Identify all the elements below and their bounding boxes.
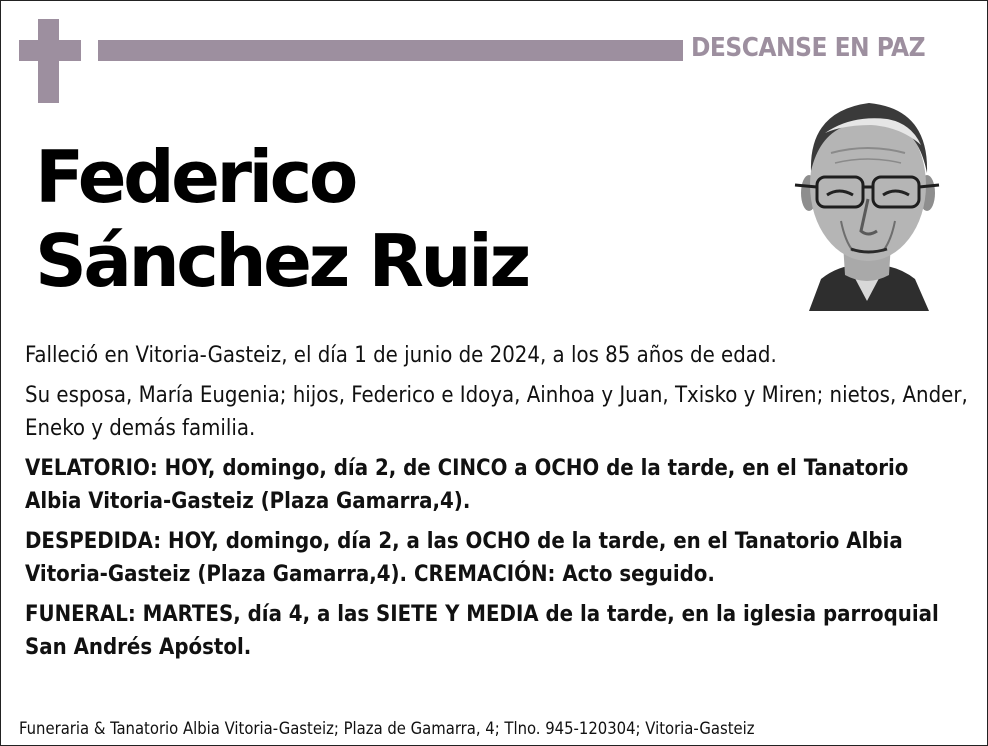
despedida-info: DESPEDIDA: HOY, domingo, día 2, a las OCHO de la tarde, en el Tanatorio Albia Vitoria-Gasteiz (Plaza Gamarra,4). CREMACIÓN: Acto seguido. <box>25 529 903 587</box>
funeral-info: FUNERAL: MARTES, día 4, a las SIETE Y MEDIA de la tarde, en la iglesia parroquial San Andrés Apóstol. <box>25 602 939 660</box>
obituary-text <box>25 339 969 671</box>
velatorio-info: VELATORIO: HOY, domingo, día 2, de CINCO a OCHO de la tarde, en el Tanatorio Albia Vitoria-Gasteiz (Plaza Gamarra,4). <box>25 456 909 514</box>
funeral-home-footer: Funeraria & Tanatorio Albia Vitoria-Gasteiz; Plaza de Gamarra, 4; Tlno. 945-120304; Vitoria-Gasteiz <box>19 719 755 738</box>
name-first: Federico <box>35 135 355 219</box>
family-list: Su esposa, María Eugenia; hijos, Federico e Idoya, Ainhoa y Juan, Txisko y Miren; nietos, Ander, Eneko y demás familia. <box>25 383 968 441</box>
death-notice: Falleció en Vitoria-Gasteiz, el día 1 de junio de 2024, a los 85 años de edad. <box>25 343 777 368</box>
header-bar <box>98 40 683 61</box>
name-last: Sánchez Ruiz <box>35 219 528 303</box>
deceased-name <box>35 135 528 303</box>
portrait-photo <box>791 93 943 311</box>
header-label: DESCANSE EN PAZ <box>691 33 926 63</box>
cross-icon <box>19 19 81 103</box>
